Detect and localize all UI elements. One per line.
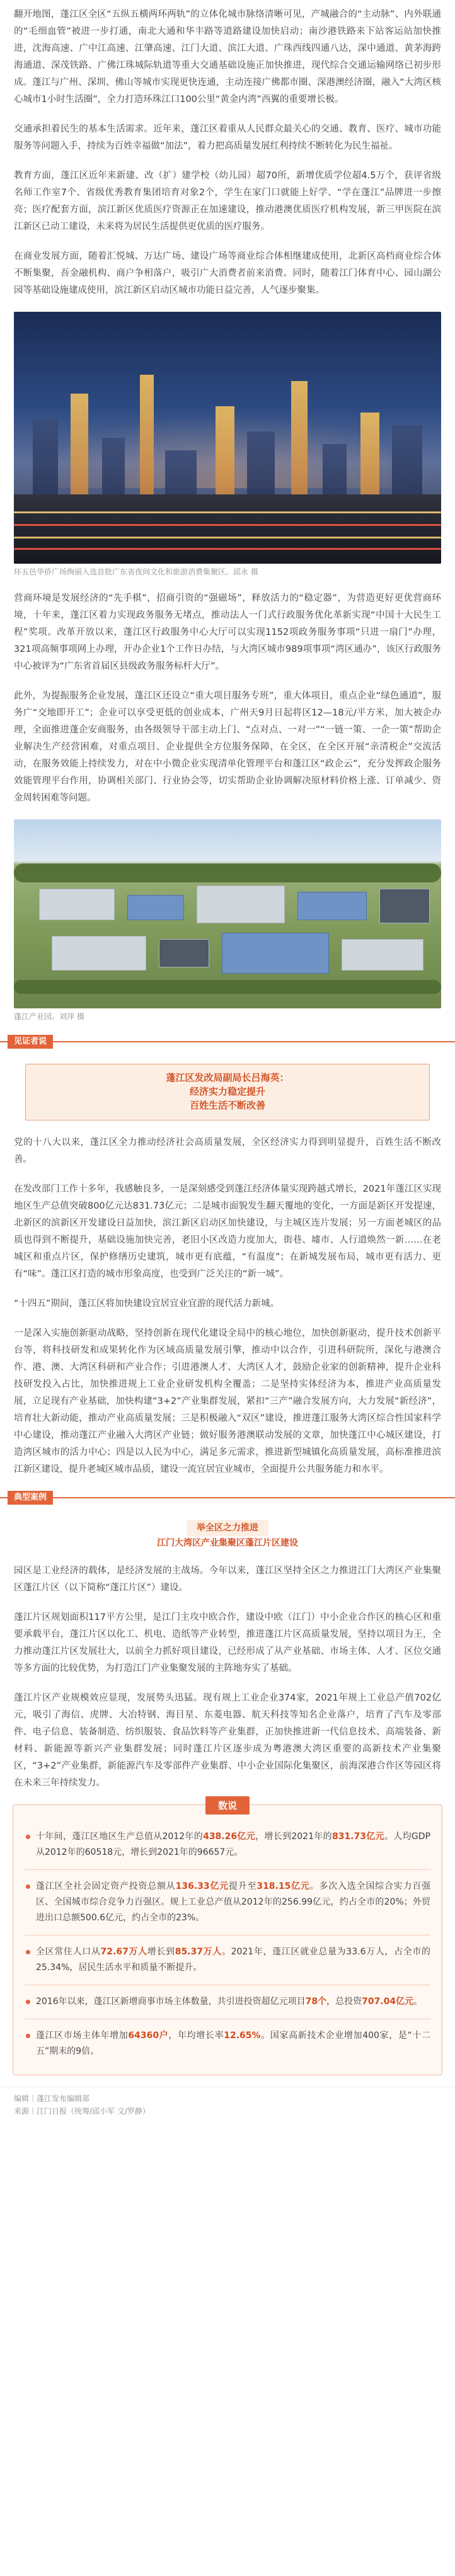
data-item: 2016年以来，蓬江区新增商事市场主体数量，共引进投资超亿元项目78个，总投资707.04亿元。 — [25, 1994, 430, 2010]
bullet-dot-icon — [26, 2000, 30, 2004]
data-item: 十年间，蓬江区地区生产总值从2012年的438.26亿元，增长到2021年的831.73亿元。人均GDP从2012年的60518元，增长到2021年的96657元。 — [25, 1829, 430, 1861]
body-paragraph: 党的十八大以来，蓬江区全力推动经济社会高质量发展，全区经济实力得到明显提升，百姓生活不断改善。 — [14, 1137, 441, 1165]
bullet-dot-icon — [26, 2034, 30, 2038]
banner-line: 举全区之力推进 — [187, 1520, 268, 1536]
data-item: 蓬江区市场主体年增加64360户，年均增长率12.65%。国家高新技术企业增加400家，是“十二五”期末的9倍。 — [25, 2028, 430, 2060]
bullet-dot-icon — [26, 1835, 30, 1839]
photo-caption: 环五邑华侨广场绚丽入选首批广东省夜间文化和旅游消费集聚区。邱永 摄 — [14, 567, 258, 576]
highlight-value: 438.26亿元 — [203, 1832, 256, 1842]
data-summary-box — [13, 1800, 442, 2075]
highlight-value: 78个 — [305, 1997, 327, 2007]
intro-paragraph: 教育方面，蓬江区近年来新建、改（扩）建学校（幼儿园）超70所，新增优质学位超4.5万个，获评省级名师工作室7个、省级优秀教育集团培育对象2个，学生在家门口就能上好学、“学在蓬江”品牌进一步擦亮；医疗配套方面，滨江新区优质医疗资源正在加速建设，推动港澳优质医疗机构发展，新三甲医院在滨江新区已动工建设，未来将为居民生活提供更优质的医疗服务。 — [14, 171, 441, 232]
editor-credit: 编辑｜蓬江发布编辑部 — [14, 2094, 90, 2103]
bullet-dot-icon — [26, 1884, 30, 1889]
section-header-witness — [0, 1035, 455, 1049]
industrial-park-photo — [14, 819, 441, 1008]
banner-line: 百姓生活不断改善 — [189, 1100, 265, 1111]
highlight-value: 318.15亿元 — [256, 1881, 310, 1891]
bullet-dot-icon — [26, 1950, 30, 1954]
body-paragraph: 园区是工业经济的载体，是经济发展的主战场。今年以来，蓬江区坚持全区之力推进江门大湾区产业集聚区蓬江片区（以下简称“蓬江片区”）建设。 — [14, 1566, 441, 1593]
case-banner — [63, 1520, 392, 1550]
body-paragraph: 此外，为提振服务企业发展，蓬江区还设立“重大项目服务专班”，重大体项目，重点企业“绿色通道”，服务广“交地即开工”；企业可以享受更低的创业成本，广州天9月日起将区12—18元/平方米，加大被企办理，全面推进蓬企安商服务，由各级领导干部主动上门、“点对点、一对一”“一链一策、一企一策”帮助企业解决生产经营困难，对重点项目、企业提供全方位服务保障，在全区，在全区开展“亲清税企”交流活动，在服务效能上持续发力，对在中小微企业实现清单化管理平台和蓬江区“政企云”，充分发挥政企服务效能管理平台作用，协调相关部门、行业协会等，切实帮助企业协调解决原材料价格上涨、订单减少、资金周转困难等问题。 — [14, 691, 441, 803]
article-footer — [0, 2087, 455, 2125]
night-city-photo — [14, 312, 441, 564]
body-paragraph: 在发改部门工作十多年，我感触良多，一是深刻感受到蓬江经济体量实现跨越式增长，2021年蓬江区实现地区生产总值突破800亿元达831.73亿元；二是城市面貌发生翻天覆地的变化，一方面是新区开发提速，北新区的滨新区开发建设日益加快，滨江新区启动区加快建设，与主城区连片发展；另一方面老城区的品质也得到不断提升，基础设施加快完善，老旧小区改造力度加大，街巷、墟市、人行道焕然一新……在老城区和重点片区，保护修缮历史建筑，城市更有底蕴，“有温度”；在新城发展布局，城市更有活力、更有“味”。蓬江区打造的城市形象高度，也受到广泛关注的“新一城”。 — [14, 1184, 441, 1279]
highlight-value: 707.04亿元 — [362, 1997, 414, 2007]
intro-paragraph: 交通承担着民生的基本生活需求。近年来，蓬江区着重从人民群众最关心的交通、教育、医疗、城市功能服务等问题入手，持续为百姓幸福做“加法”，着力把高质量发展红利持续不断转化为民生福祉。 — [14, 124, 441, 151]
witness-banner — [25, 1064, 430, 1120]
body-paragraph: 营商环境是发展经济的“先手棋”，招商引资的“强磁场”，释放活力的“稳定器”，为营造更好更优营商环境，十年来，蓬江区着力实现政务服务无堵点，推动法人一门式行政服务优化革新实现“中国十大民生工程”奖项。改革开放以来，蓬江区行政服务中心大厅可以实现1152项政务服务事项“只进一扇门”办理，321项高频事项网上办理，开办企业1个工作日办结，与大湾区城市989项事项“湾区通办”，该区行政服务中心被评为“广东省首届区县级政务服务标杆大厅”。 — [14, 593, 441, 671]
intro-paragraph: 在商业发展方面，随着汇悦城、万达广场、建设广场等商业综合体相继建成使用，北新区高档商业综合体不断集聚，吾金融机构、商户争相落户，吸引广大消费者前来消费。同时，随着江门体育中心、园山湖公园等基础设施建成使用，滨江新区启动区城市功能日益完善，人气逐步聚集。 — [14, 251, 441, 295]
highlight-value: 64360户 — [128, 2031, 169, 2041]
section-tag: 典型案例 — [8, 1491, 53, 1505]
highlight-value: 12.65% — [224, 2031, 261, 2041]
body-paragraph: 蓬江片区产业规模效应显现，发展势头迅猛。现有规上工业企业374家，2021年规上工业总产值702亿元，吸引了海信、虎牌、大冶特钢、海目星、东菱电器、航天科技等知名企业落户，培育了汽车及零部件、电子信息、装备制造、纺织服装、食品饮料等产业集群，正加快推进新一代信息技术、高端装备、新材料、新能源等新兴产业集群发展；同时蓬江片区逐步成为粤港澳大湾区重要的高新技术产业集聚区，“3+2”产业集群，新能源汽车及零部件产业集群、中小企业国际化集聚区，前海深港合作区等园区将在未来三年持续发力。 — [14, 1693, 441, 1788]
body-paragraph: “十四五”期间，蓬江区将加快建设宜居宜业宜游的现代活力新城。 — [14, 1299, 280, 1309]
body-paragraph: 蓬江片区规划面积117平方公里，是江门主攻中欧合作，建设中欧（江门）中小企业合作区的核心区和重要承载平台，蓬江片区以化工、机电、造纸等产业转型，推进蓬江片区高质量发展，坚持以项目为王，全力推动蓬江片区发展壮大，以前全力抓好项目建设，已经形成了从产业基础、市场主体、人才、区位交通等多方面的比较优势，为打造江门产业集聚发展的主阵地夯实了基础。 — [14, 1612, 441, 1673]
banner-line: 蓬江区发改局副局长吕海英： — [166, 1072, 289, 1083]
photo-caption: 蓬江产业园。刘萍 摄 — [14, 1012, 84, 1021]
highlight-value: 831.73亿元 — [331, 1832, 384, 1842]
data-item: 全区常住人口从72.67万人增长到85.37万人。2021年，蓬江区就业总量为33.6万人，占全市的25.34%，居民生活水平和质量不断提升。 — [25, 1944, 430, 1976]
data-title: 数说 — [205, 1796, 250, 1815]
banner-line: 江门大湾区产业集聚区蓬江片区建设 — [157, 1538, 298, 1548]
banner-line: 经济实力稳定提升 — [189, 1086, 265, 1097]
section-tag: 见证者说 — [8, 1035, 53, 1049]
highlight-value: 72.67万人 — [100, 1947, 147, 1957]
data-item: 蓬江区全社会固定资产投资总额从136.33亿元提升至318.15亿元。多次入选全国综合实力百强区、全国城市综合竞争力百强区。规上工业总产值从2012年的256.99亿元，约占全市的20%；外贸进出口总额500.6亿元，约占全市的23%。 — [25, 1879, 430, 1926]
intro-paragraph: 翻开地图，蓬江区全区“五纵五横两环两轨”的立体化城市脉络清晰可见，产城融合的“主动脉”、内外联通的“毛细血管”被进一步打通，南北大通和华丰路等道路建设加快启动；南沙港铁路来下站客运站加快推进，沈海高速、广中江高速、江肇高速、江门大道、滨江大道、广珠西线四通八达，深中通道、黄茅海跨海通道、深茂铁路、广佛江珠城际轨道等重大交通基础设施正加快推进，现代综合交通运输网络已初步形成。蓬江与广州、深圳、佛山等城市实现更快连通，主动连接广佛都市圈、深港澳经济圈，融入“大湾区核心城市1小时生活圈”，全力打造环珠江口100公里“黄金内湾”西翼的重要增长极。 — [14, 9, 441, 105]
highlight-value: 85.37万人 — [175, 1947, 222, 1957]
highlight-value: 136.33亿元 — [175, 1881, 229, 1891]
source-credit: 来源｜江门日报（统筹/邱小军 文/罗静） — [14, 2107, 150, 2116]
section-header-case — [0, 1491, 455, 1505]
body-paragraph: 一是深入实施创新驱动战略，坚持创新在现代化建设全局中的核心地位，加快创新驱动，提升技术创新平台等，将科技研发和成果转化作为区域高质量发展引擎，推动中以合作，引进科研院所，深化与港澳合作、港、澳、大湾区科研和产业合作；引进港澳人才、大湾区人才，鼓励企业家的创新精神，提升企业科技研发投入占比，加快推进规上工业企业研发机构全覆盖；二是坚持实体经济为本，推进产业高质量发展，立足现有产业基础，加快构建“3+2”产业集群发展，紧扣“三产”融合发展方向，大力发展“新经济”，培育壮大新动能，推动产业高质量发展；三是积极融入“双区”建设，推进蓬江服务大湾区综合性国家科学中心建设，推动蓬江产业融入大湾区产业链；做好服务港澳联动发展的文章，加快蓬江中心城区建设，打造湾区城市的活力中心；四是以人民为中心，满足多元需求，推进新型城镇化高质量发展，高标准推进滨江新区建设，提升老城区城市品质，建设一流宜居宜业城市，全面提升公共服务能力和水平。 — [14, 1328, 441, 1474]
